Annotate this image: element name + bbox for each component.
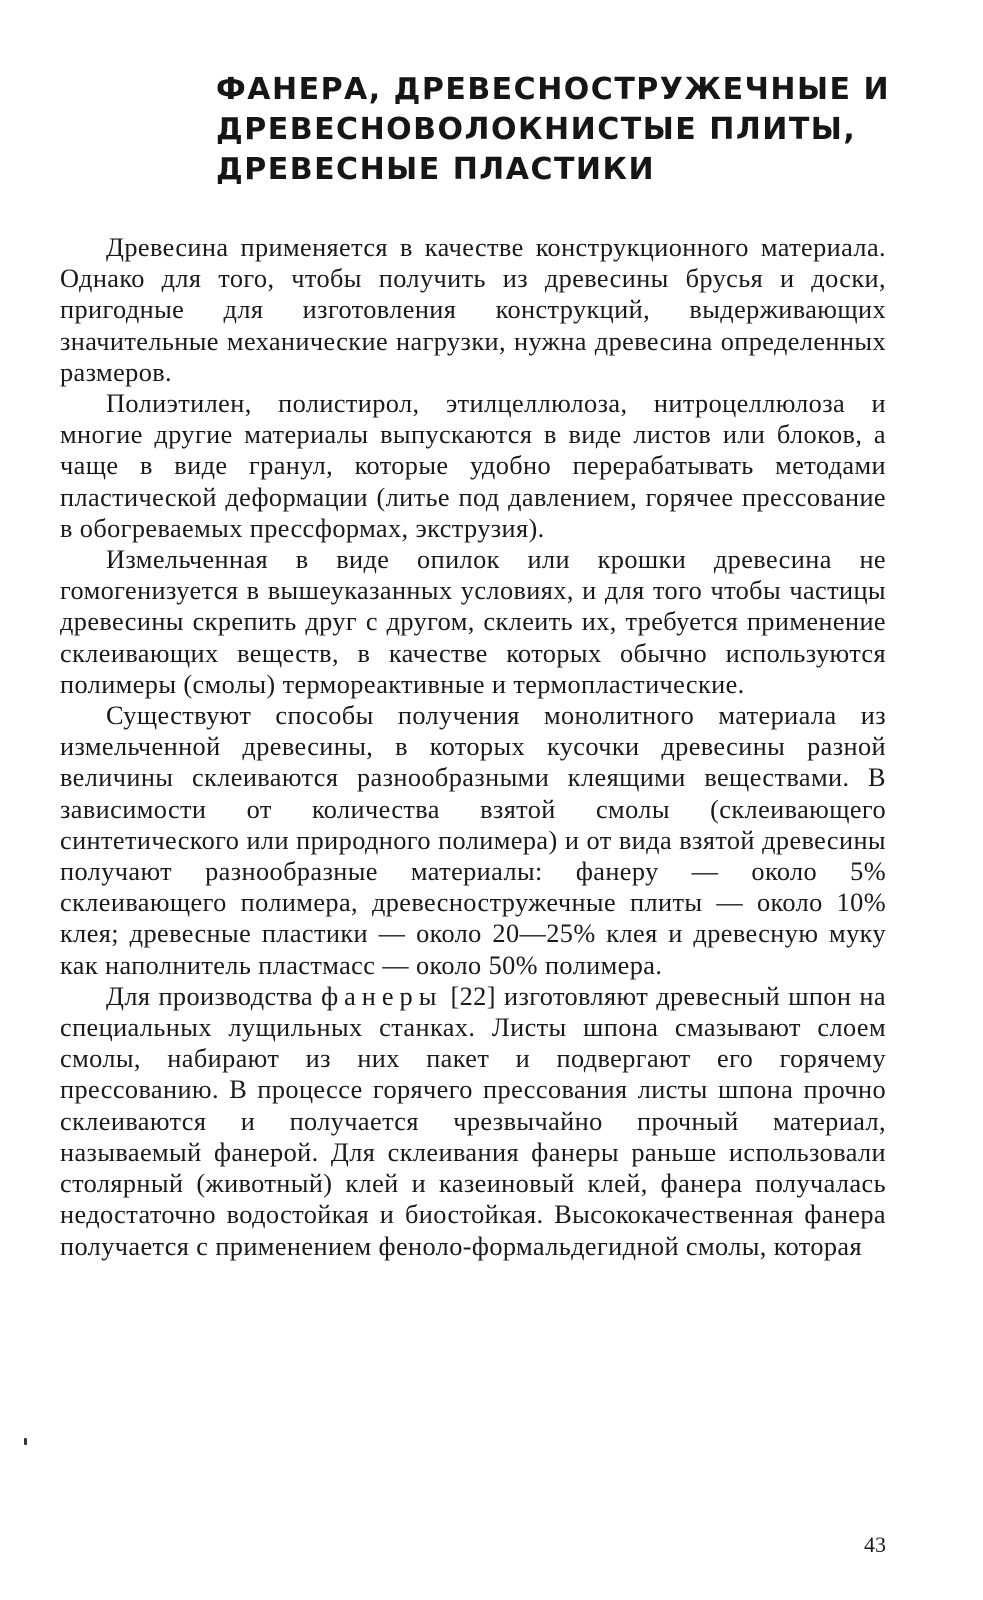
paragraph-text-rest: [22] изготовляют древесный шпон на специальных лущильных станках. Листы шпона смазывают слоем смолы, набирают из них пакет и подвергают его горячему прессованию. В процессе горячего прессования листы шпона прочно склеиваются и получается чрезвычайно прочный материал, называемый фанерой. Для склеивания фанеры раньше использовали столярный (животный) клей и казеиновый клей, фанера получалась недостаточно водостойкая и биостойкая. Высококачественная фанера получается с применением феноло-формальдегидной смолы, которая [60, 981, 886, 1261]
paragraph: Существуют способы получения монолитного материала из измельченной древесины, в которых кусочки древесины разной величины склеиваются разнообразными клеящими веществами. В зависимости от количества взятой смолы (склеивающего синтетического или природного полимера) и от вида взятой древесины получают разнообразные материалы: фанеру — около 5% склеивающего полимера, древесностружечные плиты — около 10% клея; древесные пластики — около 20—25% клея и древесную муку как наполнитель пластмасс — около 50% полимера. [60, 701, 886, 980]
paragraph: Древесина применяется в качестве конструкционного материала. Однако для того, чтобы получить из древесины брусья и доски, пригодные для изготовления конструкций, выдерживающих значительные механические нагрузки, нужна древесина определенных размеров. [60, 233, 886, 387]
print-speck [24, 1438, 27, 1445]
paragraph: Измельченная в виде опилок или крошки древесина не гомогенизуется в вышеуказанных условиях, и для того чтобы частицы древесины скрепить друг с другом, склеить их, требуется применение склеивающих веществ, в качестве которых обычно используются полимеры (смолы) термореактивные и термопластические. [60, 545, 886, 699]
chapter-title-line: ДРЕВЕСНОВОЛОКНИСТЫЕ ПЛИТЫ, [216, 112, 857, 147]
chapter-title [216, 70, 916, 190]
paragraph: Полиэтилен, полистирол, этилцеллюлоза, нитроцеллюлоза и многие другие материалы выпускаются в виде листов или блоков, а чаще в виде гранул, которые удобно перерабатывать методами пластической деформации (литье под давлением, горячее прессование в обогреваемых прессформах, экструзия). [60, 389, 886, 543]
page-number: 43 [864, 1532, 886, 1557]
body-text [60, 232, 886, 1262]
paragraph-text-start: Для производства [106, 981, 313, 1011]
paragraph-plywood [60, 981, 886, 1262]
chapter-title-line: ФАНЕРА, ДРЕВЕСНОСТРУЖЕЧНЫЕ И [216, 72, 891, 107]
chapter-title-line: ДРЕВЕСНЫЕ ПЛАСТИКИ [216, 152, 656, 187]
emphasized-term: фанеры [321, 981, 443, 1011]
